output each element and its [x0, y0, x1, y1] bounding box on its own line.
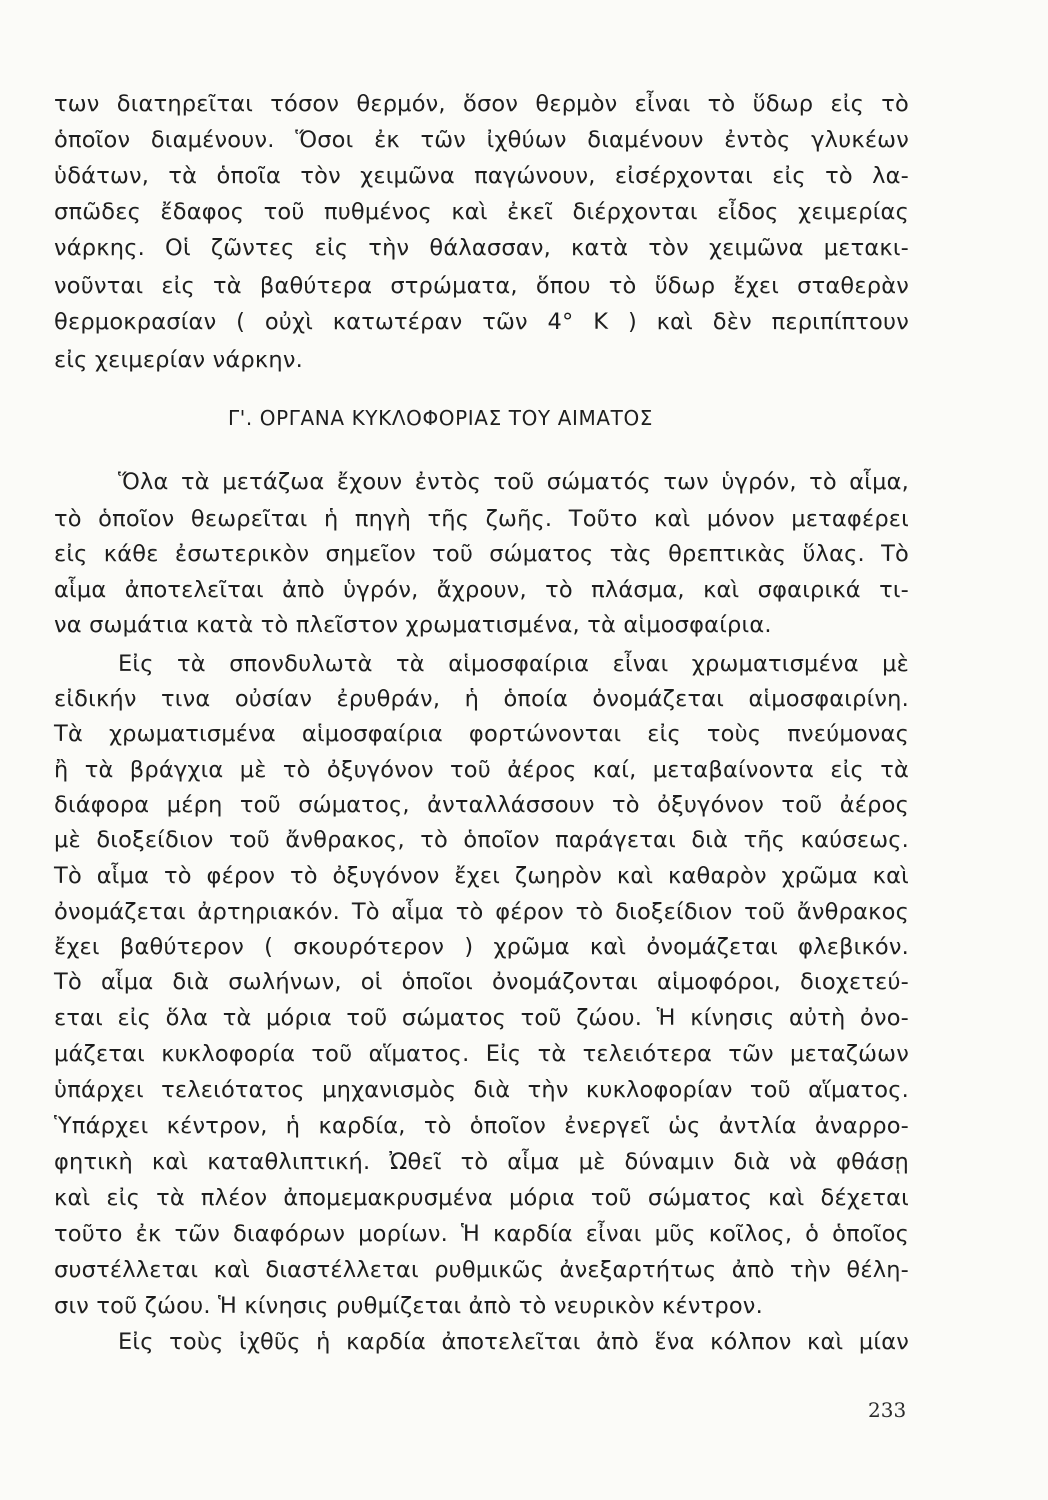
text-line: μάζεται κυκλοφορία τοῦ αἵματος. Εἰς τὰ τελειότερα τῶν μεταζώων	[54, 1041, 909, 1067]
page-number: 233	[868, 1398, 907, 1422]
text-line: εἰς χειμερίαν νάρκην.	[54, 347, 303, 373]
text-line: ἔχει βαθύτερον ( σκουρότερον ) χρῶμα καὶ ὀνομάζεται φλεβικόν.	[54, 934, 909, 960]
text-line: ὑπάρχει τελειότατος μηχανισμὸς διὰ τὴν κυκλοφορίαν τοῦ αἵματος.	[54, 1077, 909, 1103]
text-line: καὶ εἰς τὰ πλέον ἀπομεμακρυσμένα μόρια τοῦ σώματος καὶ δέχεται	[54, 1185, 909, 1211]
text-line: να σωμάτια κατὰ τὸ πλεῖστον χρωματισμένα, τὰ αἱμοσφαίρια.	[54, 612, 772, 638]
text-line: αἷμα ἀποτελεῖται ἀπὸ ὑγρόν, ἄχρουν, τὸ πλάσμα, καὶ σφαιρικά τι-	[54, 577, 909, 603]
text-line: ἢ τὰ βράγχια μὲ τὸ ὀξυγόνον τοῦ ἀέρος καί, μεταβαίνοντα εἰς τὰ	[54, 757, 909, 783]
text-line: θερμοκρασίαν ( οὐχὶ κατωτέραν τῶν 4° Κ ) καὶ δὲν περιπίπτουν	[54, 309, 909, 335]
text-line: Τὸ αἷμα διὰ σωλήνων, οἱ ὁποῖοι ὀνομάζονται αἱμοφόροι, διοχετεύ-	[54, 969, 909, 995]
text-line: φητικὴ καὶ καταθλιπτική. Ὠθεῖ τὸ αἷμα μὲ δύναμιν διὰ νὰ φθάσῃ	[54, 1149, 909, 1175]
text-line: Εἰς τοὺς ἰχθῦς ἡ καρδία ἀποτελεῖται ἀπὸ ἕνα κόλπον καὶ μίαν	[118, 1329, 909, 1355]
text-line: τοῦτο ἐκ τῶν διαφόρων μορίων. Ἡ καρδία εἶναι μῦς κοῖλος, ὁ ὁποῖος	[54, 1221, 909, 1247]
text-line: Ὑπάρχει κέντρον, ἡ καρδία, τὸ ὁποῖον ἐνεργεῖ ὡς ἀντλία ἀναρρο-	[54, 1113, 909, 1139]
text-line: ὑδάτων, τὰ ὁποῖα τὸν χειμῶνα παγώνουν, εἰσέρχονται εἰς τὸ λα-	[54, 163, 909, 189]
text-line: διάφορα μέρη τοῦ σώματος, ἀνταλλάσσουν τὸ ὀξυγόνον τοῦ ἀέρος	[54, 792, 909, 818]
text-line: ὀνομάζεται ἀρτηριακόν. Τὸ αἷμα τὸ φέρον τὸ διοξείδιον τοῦ ἄνθρακος	[54, 899, 909, 925]
text-line: ὁποῖον διαμένουν. Ὅσοι ἐκ τῶν ἰχθύων διαμένουν ἐντὸς γλυκέων	[54, 127, 909, 153]
text-line: Ὅλα τὰ μετάζωα ἔχουν ἐντὸς τοῦ σώματός των ὑγρόν, τὸ αἷμα,	[118, 469, 909, 495]
text-line: εἰς κάθε ἐσωτερικὸν σημεῖον τοῦ σώματος τὰς θρεπτικὰς ὕλας. Τὸ	[54, 541, 909, 567]
text-line: τὸ ὁποῖον θεωρεῖται ἡ πηγὴ τῆς ζωῆς. Τοῦτο καὶ μόνον μεταφέρει	[54, 506, 909, 532]
text-line: Εἰς τὰ σπονδυλωτὰ τὰ αἱμοσφαίρια εἶναι χρωματισμένα μὲ	[118, 651, 909, 677]
text-line: Τὸ αἷμα τὸ φέρον τὸ ὀξυγόνον ἔχει ζωηρὸν καὶ καθαρὸν χρῶμα καὶ	[54, 863, 909, 889]
section-heading: Γ'. ΟΡΓΑΝΑ ΚΥΚΛΟΦΟΡΙΑΣ ΤΟΥ ΑΙΜΑΤΟΣ	[228, 406, 654, 430]
text-line: εται εἰς ὅλα τὰ μόρια τοῦ σώματος τοῦ ζώου. Ἡ κίνησις αὐτὴ ὀνο-	[54, 1005, 909, 1031]
text-line: εἰδικήν τινα οὐσίαν ἐρυθράν, ἡ ὁποία ὀνομάζεται αἱμοσφαιρίνη.	[54, 686, 909, 712]
text-line: των διατηρεῖται τόσον θερμόν, ὅσον θερμὸν εἶναι τὸ ὕδωρ εἰς τὸ	[54, 91, 909, 117]
text-line: Τὰ χρωματισμένα αἱμοσφαίρια φορτώνονται εἰς τοὺς πνεύμονας	[54, 721, 909, 747]
text-line: σιν τοῦ ζώου. Ἡ κίνησις ρυθμίζεται ἀπὸ τὸ νευρικὸν κέντρον.	[54, 1293, 763, 1319]
text-line: μὲ διοξείδιον τοῦ ἄνθρακος, τὸ ὁποῖον παράγεται διὰ τῆς καύσεως.	[54, 827, 909, 853]
text-line: συστέλλεται καὶ διαστέλλεται ρυθμικῶς ἀνεξαρτήτως ἀπὸ τὴν θέλη-	[54, 1257, 909, 1283]
text-line: νοῦνται εἰς τὰ βαθύτερα στρώματα, ὅπου τὸ ὕδωρ ἔχει σταθερὰν	[54, 273, 909, 299]
text-line: σπῶδες ἔδαφος τοῦ πυθμένος καὶ ἐκεῖ διέρχονται εἶδος χειμερίας	[54, 199, 909, 225]
text-line: νάρκης. Οἱ ζῶντες εἰς τὴν θάλασσαν, κατὰ τὸν χειμῶνα μετακι-	[54, 235, 909, 261]
